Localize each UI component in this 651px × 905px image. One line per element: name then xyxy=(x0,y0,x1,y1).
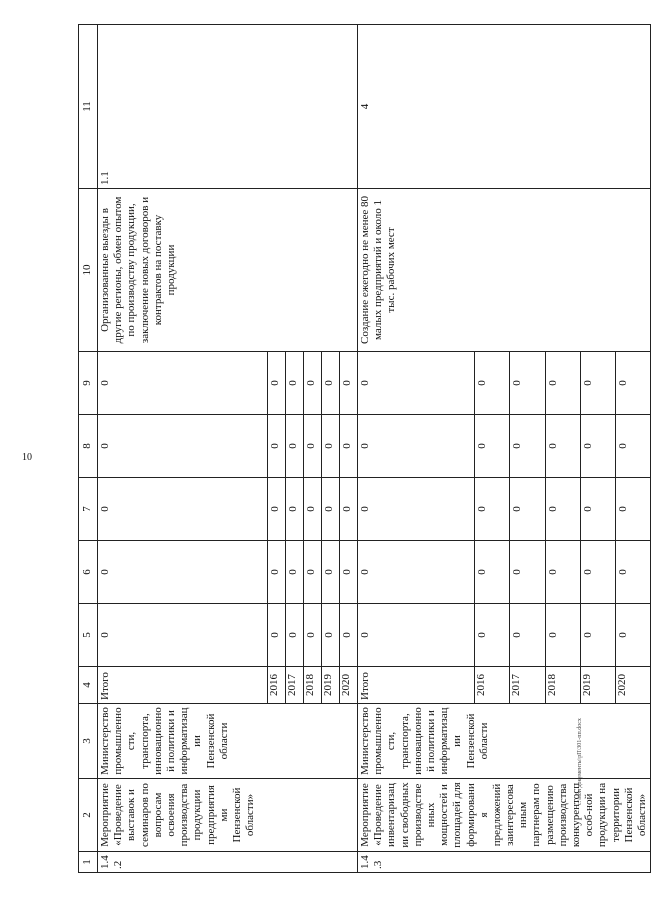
value-cell: 0 xyxy=(98,604,268,667)
year-label: 2019 xyxy=(322,667,340,704)
value-cell: 0 xyxy=(98,352,268,415)
value-cell: 0 xyxy=(580,541,615,604)
value-cell: 0 xyxy=(286,415,304,478)
value-cell: 0 xyxy=(286,604,304,667)
header-cell: 1 xyxy=(79,852,98,873)
header-cell: 2 xyxy=(79,779,98,852)
value-cell: 0 xyxy=(304,415,322,478)
value-cell: 0 xyxy=(545,415,580,478)
header-cell: 9 xyxy=(79,352,98,415)
header-cell: 3 xyxy=(79,704,98,779)
total-label: Итого xyxy=(98,667,268,704)
year-label: 2016 xyxy=(268,667,286,704)
value-cell: 0 xyxy=(510,478,545,541)
value-cell: 0 xyxy=(358,541,475,604)
year-label: 2016 xyxy=(475,667,510,704)
value-cell: 0 xyxy=(580,478,615,541)
value-cell: 0 xyxy=(510,604,545,667)
indicator-ref: 4 xyxy=(358,25,651,189)
value-cell: 0 xyxy=(322,604,340,667)
value-cell: 0 xyxy=(304,478,322,541)
value-cell: 0 xyxy=(580,352,615,415)
value-cell: 0 xyxy=(340,541,358,604)
value-cell: 0 xyxy=(510,352,545,415)
measure-name: Мероприятие «Проведение выставок и семинаров по вопросам освоения производства продукции предприятиями Пензенской области» xyxy=(98,779,358,852)
value-cell: 0 xyxy=(340,604,358,667)
header-cell: 6 xyxy=(79,541,98,604)
value-cell: 0 xyxy=(358,478,475,541)
value-cell: 0 xyxy=(475,604,510,667)
value-cell: 0 xyxy=(358,415,475,478)
value-cell: 0 xyxy=(615,415,650,478)
value-cell: 0 xyxy=(286,541,304,604)
total-label: Итого xyxy=(358,667,475,704)
value-cell: 0 xyxy=(580,604,615,667)
value-cell: 0 xyxy=(322,478,340,541)
value-cell: 0 xyxy=(615,478,650,541)
value-cell: 0 xyxy=(615,352,650,415)
value-cell: 0 xyxy=(340,478,358,541)
value-cell: 0 xyxy=(475,352,510,415)
value-cell: 0 xyxy=(615,604,650,667)
year-label: 2017 xyxy=(510,667,545,704)
program-table-rotated xyxy=(78,25,648,873)
value-cell: 0 xyxy=(510,415,545,478)
value-cell: 0 xyxy=(98,478,268,541)
header-cell: 5 xyxy=(79,604,98,667)
value-cell: 0 xyxy=(615,541,650,604)
measure-name: Мероприятие «Проведение инвентаризации свободных производственных мощностей и площадей для формирования предложений заинтересованным партнерам по размещению производства конкурентоспособ-ной продукции на территории Пензенской области» xyxy=(358,779,651,852)
year-label: 2020 xyxy=(615,667,650,704)
expected-result: Организованные выезды в другие регионы, обмен опытом по производству продукции, заключение новых договоров и контрактов на поставку продукции xyxy=(98,189,358,352)
value-cell: 0 xyxy=(268,478,286,541)
value-cell: 0 xyxy=(475,415,510,478)
value-cell: 0 xyxy=(580,415,615,478)
year-label: 2018 xyxy=(545,667,580,704)
value-cell: 0 xyxy=(304,352,322,415)
value-cell: 0 xyxy=(304,541,322,604)
value-cell: 0 xyxy=(286,352,304,415)
value-cell: 0 xyxy=(268,541,286,604)
value-cell: 0 xyxy=(322,541,340,604)
value-cell: 0 xyxy=(545,478,580,541)
value-cell: 0 xyxy=(322,415,340,478)
table-row xyxy=(98,25,268,873)
value-cell: 0 xyxy=(358,604,475,667)
header-cell: 7 xyxy=(79,478,98,541)
year-label: 2018 xyxy=(304,667,322,704)
value-cell: 0 xyxy=(322,352,340,415)
value-cell: 0 xyxy=(545,352,580,415)
value-cell: 0 xyxy=(358,352,475,415)
value-cell: 0 xyxy=(304,604,322,667)
value-cell: 0 xyxy=(340,352,358,415)
value-cell: 0 xyxy=(98,415,268,478)
value-cell: 0 xyxy=(98,541,268,604)
program-table xyxy=(78,24,651,873)
value-cell: 0 xyxy=(268,604,286,667)
page-number: 10 xyxy=(22,452,32,463)
row-number: 1.4.3 xyxy=(358,852,651,873)
value-cell: 0 xyxy=(510,541,545,604)
year-label: 2019 xyxy=(580,667,615,704)
value-cell: 0 xyxy=(286,478,304,541)
footer-file-path: c:\мои документы\рП\301-пп.docx xyxy=(577,718,583,805)
header-cell: 4 xyxy=(79,667,98,704)
header-cell: 10 xyxy=(79,189,98,352)
header-cell: 11 xyxy=(79,25,98,189)
expected-result: Создание ежегодно не менее 80 малых предприятий и около 1 тыс. рабочих мест xyxy=(358,189,651,352)
value-cell: 0 xyxy=(268,415,286,478)
executor: Министерство промышленности, транспорта, инновационной политики и информатизации Пензенской области xyxy=(358,704,651,779)
value-cell: 0 xyxy=(475,541,510,604)
value-cell: 0 xyxy=(545,604,580,667)
indicator-ref: 1.1 xyxy=(98,25,358,189)
year-label: 2020 xyxy=(340,667,358,704)
value-cell: 0 xyxy=(475,478,510,541)
executor: Министерство промышленности, транспорта, инновационной политики и информатизации Пензенской области xyxy=(98,704,358,779)
value-cell: 0 xyxy=(545,541,580,604)
value-cell: 0 xyxy=(268,352,286,415)
header-row xyxy=(79,25,98,873)
value-cell: 0 xyxy=(340,415,358,478)
row-number: 1.4.2 xyxy=(98,852,358,873)
year-label: 2017 xyxy=(286,667,304,704)
header-cell: 8 xyxy=(79,415,98,478)
table-row xyxy=(358,25,475,873)
